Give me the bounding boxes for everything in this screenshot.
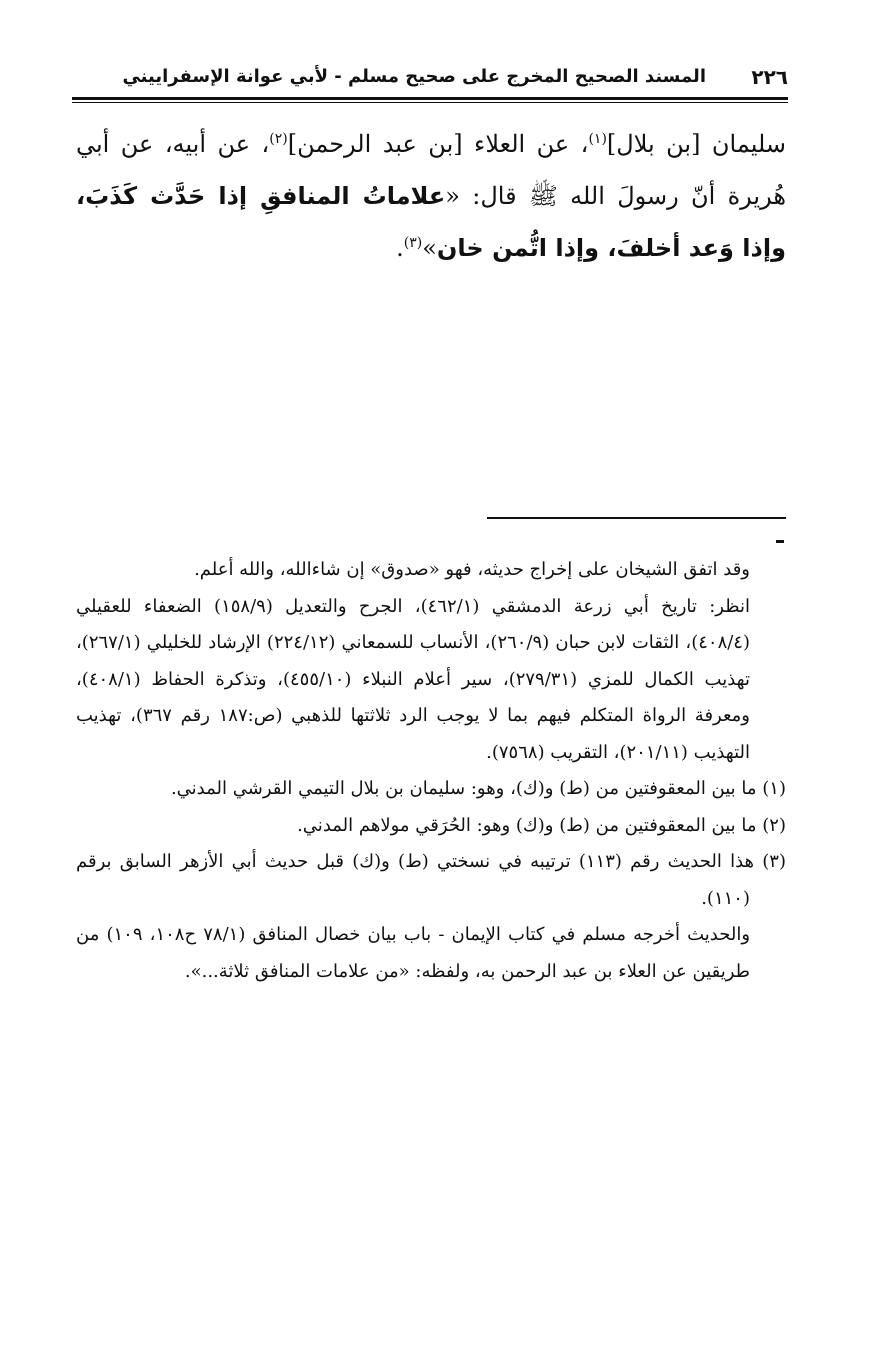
footnote-separator xyxy=(487,517,786,519)
footnote-3-continuation: والحديث أخرجه مسلم في كتاب الإيمان - باب بيان خصال المنافق (٧٨/١ ح١٠٨، ١٠٩) من طريقين عن العلاء بن عبد الرحمن به، ولفظه: «من علامات المنافق ثلاثة...». xyxy=(76,924,751,982)
hadith-matn: علاماتُ المنافقِ إذا حَدَّث كَذَبَ، وإذا وَعد أخلفَ، وإذا اتُّمن خان xyxy=(76,182,786,262)
footnote-ref-1: (١) xyxy=(588,131,607,147)
book-title: المسند الصحيح المخرج على صحيح مسلم - لأبي عوانة الإسفراييني xyxy=(122,66,706,87)
header-rule-thick xyxy=(72,97,788,100)
isnad-part-3: ، عن أبيه، عن أبي هُريرة أنّ رسولَ الله ﷺ قال: « xyxy=(76,130,786,210)
footnote-ref-3: (٣) xyxy=(403,235,423,251)
header-rule-thin xyxy=(72,102,788,103)
footnote-2: (٢) ما بين المعقوفتين من (ط) و(ك) وهو: الحُرَقي مولاهم المدني. xyxy=(297,814,786,836)
sentence-end: . xyxy=(396,234,404,262)
footnotes xyxy=(76,552,786,990)
isnad-part-2: ، عن العلاء [بن عبد الرحمن] xyxy=(287,130,589,158)
page-number: ٢٢٦ xyxy=(751,65,788,89)
footnote-ref-2: (٢) xyxy=(269,131,288,147)
continuation-mark xyxy=(776,540,784,543)
isnad-part-1: سليمان [بن بلال] xyxy=(606,130,787,158)
footnote-1: (١) ما بين المعقوفتين من (ط) و(ك)، وهو: سليمان بن بلال التيمي القرشي المدني. xyxy=(170,778,786,799)
footnote-3: (٣) هذا الحديث رقم (١١٣) ترتيبه في نسختي (ط) و(ك) قبل حديث أبي الأزهر السابق برقم (١١٠). xyxy=(76,851,786,909)
footnote-continuation: وقد اتفق الشيخان على إخراج حديثه، فهو «صدوق» إن شاءالله، والله أعلم. xyxy=(194,559,750,580)
hadith-text xyxy=(76,118,786,274)
footnote-continuation: انظر: تاريخ أبي زرعة الدمشقي (٤٦٢/١)، الجرح والتعديل (١٥٨/٩) الضعفاء للعقيلي (٤٠٨/٤)، الثقات لابن حبان (٢٦٠/٩)، الأنساب للسمعاني (٢٢٤/١٢) الإرشاد للخليلي (٢٦٧/١)، تهذيب الكمال للمزي (٢٧٩/٣١)، سير أعلام النبلاء (٤٥٥/١٠)، وتذكرة الحفاظ (٤٠٨/١)، ومعرفة الرواة المتكلم فيهم بما لا يوجب الرد ثلاثتها للذهبي (ص:١٨٧ رقم ٣٦٧)، تهذيب التهذيب (٢٠١/١١)، التقريب (٧٥٦٨). xyxy=(76,595,751,763)
quote-close: » xyxy=(422,234,437,262)
running-header xyxy=(72,62,788,96)
